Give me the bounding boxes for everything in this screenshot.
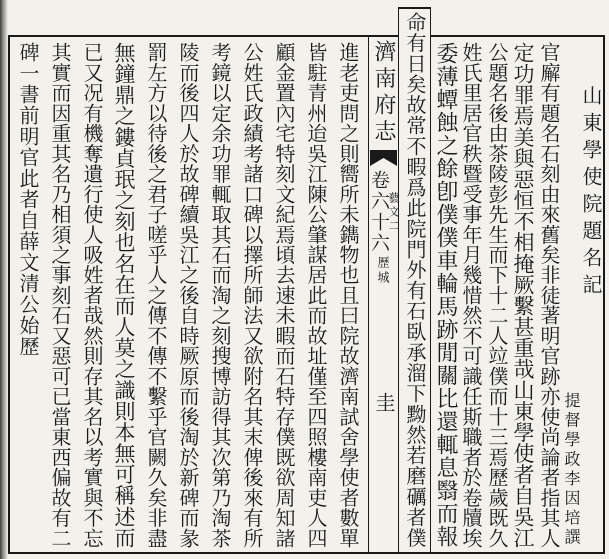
text-column-l10: 其實而因重其名乃相須之事刻石又惡可已當東西偏故有二 — [48, 42, 72, 548]
text-column-r3: 公題名後由茶陵彭先生而下十二人竝僕而十三焉歷歲既久 — [485, 42, 509, 548]
text-column-l3: 顧金置內宅特刻文紀焉頃去速未暇而石特存僕既欲周知諸 — [272, 42, 296, 548]
county-name: 歷城 — [376, 256, 390, 286]
text-column-l2: 皆駐青州迨吳江陳公肇謀居此而故址僅至四照樓南吏人四 — [304, 42, 328, 548]
text-column-r1: 官廨有題名石刻由來舊矣非徒著明官跡亦使尚論者指其人 — [537, 42, 561, 548]
text-column-l6: 陵而後四人於故碑續吳江之後自時厥原而後淘於新碑而彖 — [176, 42, 200, 548]
gazetteer-title: 濟南府志 — [371, 40, 396, 146]
text-column-r5: 委薄蟫蝕之餘卽僕僕車輪馬跡閒關比還輒息翳而報 — [433, 42, 458, 548]
text-column-l4: 公姓氏政績考諸口碑以擇所師法又欲附名其末俾後來有所 — [240, 42, 264, 548]
text-column-l8: 無鐘鼎之鏤貞珉之刻也名在而人莫之識則本無可稱述而 — [112, 42, 136, 548]
volume-number: 卷六十六 — [368, 170, 390, 254]
essay-author: 提督學政李因培譔 — [562, 392, 581, 548]
scan-edge-shadow — [0, 0, 8, 559]
section-name: 藝文二 — [387, 192, 400, 234]
text-column-l5: 考鏡以定余功罪輒取其石而淘之刻搜博訪得其次第乃淘茶 — [208, 42, 232, 548]
text-column-l1: 進老吏問之則嚮所未鐫物也且曰院故濟南試舍學使者數單 — [336, 42, 360, 548]
essay-title: 山東學使院題名記 — [579, 85, 603, 301]
page-number: 圭 — [372, 392, 396, 412]
text-column-l9: 已又况有機奪遺行使人吸姓者哉然則存其名以考實與不忘 — [80, 42, 104, 548]
text-column-l11: 碑一書前明官此者自薛文清公始歷 — [16, 42, 40, 357]
text-column-r6: 命有日矣故常不暇爲此院門外有石臥承溜下黝然若磨礪者僕 — [403, 12, 427, 548]
text-column-r4: 姓氏里居官秩暨受事年月幾惜然不可識任斯職者於卷牘埃 — [459, 42, 483, 548]
text-column-l7: 罰左方以待後之君子嗟乎人之傳不傳不繫乎官闕久矣非盡 — [144, 42, 168, 548]
text-column-r2: 定功罪焉美與惡恒不相掩厥繫甚重哉山東學使者自吳江 — [511, 42, 535, 548]
